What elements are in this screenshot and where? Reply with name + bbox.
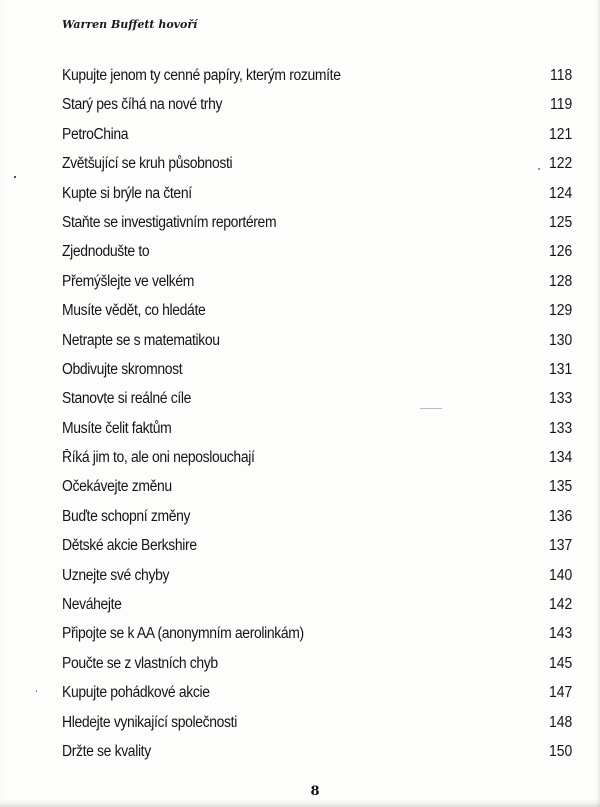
toc-entry bbox=[62, 267, 573, 296]
toc-entry-page: 148 bbox=[549, 713, 573, 731]
toc-entry-title: Musíte vědět, co hledáte bbox=[62, 302, 206, 320]
toc-entry-title: Netrapte se s matematikou bbox=[62, 331, 220, 349]
toc-entry-title: Přemýšlejte ve velkém bbox=[62, 272, 194, 290]
toc-entry bbox=[62, 61, 573, 90]
toc-entry bbox=[62, 355, 573, 384]
toc-entry-title: Očekávejte změnu bbox=[62, 478, 172, 496]
toc-entry-title: Držte se kvality bbox=[62, 742, 151, 760]
toc-entry-page: 130 bbox=[549, 331, 573, 349]
toc-entry-title: Poučte se z vlastních chyb bbox=[62, 654, 218, 672]
scan-speck bbox=[14, 176, 16, 178]
toc-entry-page: 150 bbox=[549, 742, 573, 760]
toc-entry bbox=[62, 384, 573, 413]
toc-entry-title: PetroChina bbox=[62, 125, 129, 143]
toc-entry-title: Říká jim to, ale oni neposlouchají bbox=[62, 449, 255, 467]
toc-entry-title: Kupujte pohádkové akcie bbox=[62, 684, 210, 702]
toc-entry bbox=[62, 472, 573, 501]
toc-entry bbox=[62, 708, 573, 737]
toc-entry-page: 119 bbox=[550, 96, 573, 114]
toc-entry bbox=[62, 443, 573, 472]
page-number: 8 bbox=[310, 784, 320, 799]
toc-entry-title: Připojte se k AA (anonymním aerolinkám) bbox=[62, 625, 304, 643]
toc-entry-page: 128 bbox=[549, 272, 573, 290]
toc-entry-page: 145 bbox=[549, 654, 573, 672]
toc-entry-page: 142 bbox=[549, 596, 573, 614]
scan-speck bbox=[420, 408, 442, 409]
toc-entry bbox=[62, 237, 573, 266]
toc-entry bbox=[62, 737, 573, 766]
toc-entry bbox=[62, 561, 573, 590]
toc-entry-title: Zjednodušte to bbox=[62, 243, 150, 261]
toc-entry-page: 143 bbox=[549, 625, 573, 643]
toc-entry-title: Hledejte vynikající společnosti bbox=[62, 713, 237, 731]
toc-entry-title: Buďte schopní změny bbox=[62, 507, 191, 525]
toc-entry bbox=[62, 619, 573, 648]
toc-entry-page: 122 bbox=[549, 155, 573, 173]
toc-entry bbox=[62, 649, 573, 678]
toc-entry-title: Dětské akcie Berkshire bbox=[62, 537, 197, 555]
toc-entry-title: Stanovte si reálné cíle bbox=[62, 390, 191, 408]
toc-entry bbox=[62, 326, 573, 355]
toc-entry-page: 136 bbox=[549, 507, 573, 525]
toc-entry-title: Starý pes číhá na nové trhy bbox=[62, 96, 223, 114]
toc-entry bbox=[62, 531, 573, 560]
toc-entry-page: 118 bbox=[550, 67, 573, 84]
toc-entry-page: 126 bbox=[549, 243, 573, 261]
toc-entry-page: 147 bbox=[549, 684, 573, 702]
toc-entry-page: 125 bbox=[549, 213, 573, 231]
toc-entry bbox=[62, 149, 573, 178]
toc-entry bbox=[62, 120, 573, 149]
toc-entry bbox=[62, 296, 573, 325]
toc-entry bbox=[62, 590, 573, 619]
toc-entry-page: 124 bbox=[549, 184, 573, 202]
toc-entry-page: 133 bbox=[549, 390, 573, 408]
toc-entry bbox=[62, 678, 573, 707]
toc-entry bbox=[62, 179, 573, 208]
toc-entry-page: 131 bbox=[549, 360, 573, 378]
toc-entry-title: Zvětšující se kruh působnosti bbox=[62, 155, 233, 173]
toc-entry-title: Musíte čelit faktům bbox=[62, 419, 172, 437]
toc-entry-title: Kupujte jenom ty cenné papíry, kterým rozumíte bbox=[62, 67, 341, 84]
table-of-contents bbox=[62, 61, 577, 766]
scan-speck bbox=[538, 168, 540, 170]
toc-entry-title: Uznejte své chyby bbox=[62, 566, 170, 584]
running-header: Warren Buffett hovoří bbox=[62, 18, 198, 31]
toc-entry-title: Kupte si brýle na čtení bbox=[62, 184, 192, 202]
toc-entry-page: 137 bbox=[549, 537, 573, 555]
toc-entry bbox=[62, 208, 573, 237]
toc-entry-page: 129 bbox=[549, 302, 573, 320]
toc-entry-title: Obdivujte skromnost bbox=[62, 360, 183, 378]
toc-entry-page: 134 bbox=[549, 449, 573, 467]
toc-entry-page: 121 bbox=[549, 125, 573, 143]
toc-entry-page: 140 bbox=[549, 566, 573, 584]
toc-entry-title: Neváhejte bbox=[62, 596, 122, 614]
toc-entry-page: 135 bbox=[549, 478, 573, 496]
toc-entry bbox=[62, 502, 573, 531]
toc-entry bbox=[62, 414, 573, 443]
toc-entry-page: 133 bbox=[549, 419, 573, 437]
scan-speck bbox=[36, 690, 37, 692]
toc-entry bbox=[62, 90, 573, 119]
toc-entry-title: Staňte se investigativním reportérem bbox=[62, 213, 277, 231]
